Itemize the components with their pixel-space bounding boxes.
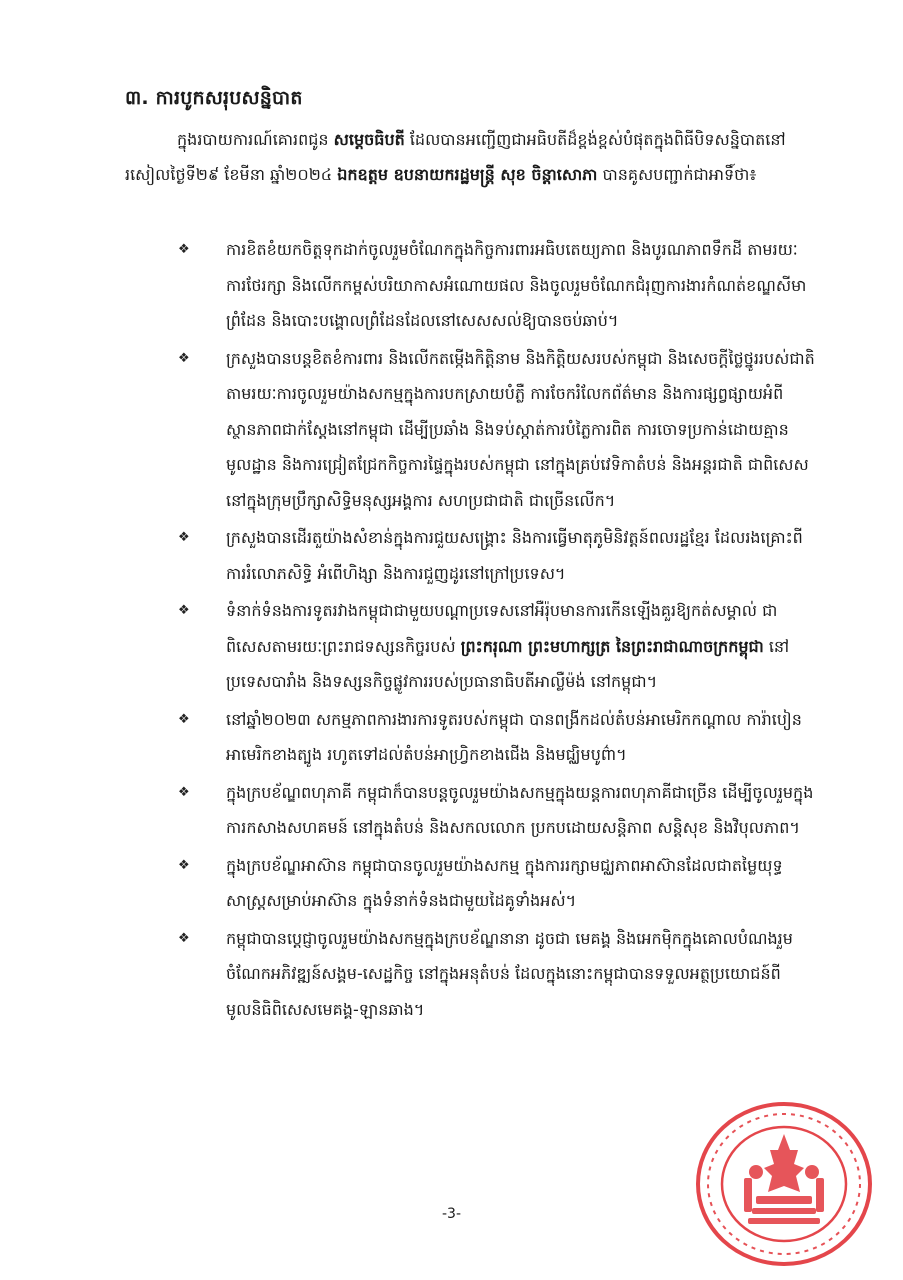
- intro-text-3: បានគូសបញ្ជាក់ជាអាទិ៍ថា៖: [597, 165, 757, 184]
- diamond-bullet-icon: ❖: [178, 242, 190, 257]
- intro-paragraph: [125, 122, 815, 192]
- bullet-item: [178, 593, 818, 700]
- bullet-text: ក្នុងក្របខ័ណ្ឌពហុភាគី កម្ពុជាក៏បានបន្តចូលរួមយ៉ាងសកម្មក្នុងយន្តការពហុភាគីជាច្រើន ដើម្បីចូលរួមក្នុងការកសាងសហគមន៍ នៅក្នុងតំបន់ និងសកលលោក ប្រកបដោយសន្តិភាព សន្តិសុខ និងវិបុលភាព។: [226, 782, 814, 837]
- diamond-bullet-icon: ❖: [178, 784, 190, 800]
- bullet-item: [178, 702, 818, 773]
- intro-text-1: ក្នុងរបាយការណ៍គោរពជូន: [177, 130, 334, 149]
- bullet-item: [178, 775, 818, 846]
- bullet-text: ក្រសួងបានដើរតួយ៉ាងសំខាន់ក្នុងការជួយសង្គ្រោះ និងការធ្វើមាតុភូមិនិវត្តន៍ពលរដ្ឋខ្មែរ ដែលរងគ្រោះពីការរំលោភសិទ្ធិ អំពើហិង្សា និងការជួញដូរនៅក្រៅប្រទេស។: [226, 528, 803, 583]
- bullet-text: ការខិតខំយកចិត្តទុកដាក់ចូលរួមចំណែកក្នុងកិច្ចការពារអធិបតេយ្យភាព និងបូរណភាពទឹកដី តាមរយៈការថែរក្សា និងលើកកម្ពស់បរិយាកាសអំណោយផល និងចូលរួមចំណែកជំរុញការងារកំណត់ខណ្ឌសីមាព្រំដែន និងបោះបង្គោលព្រំដែនដែលនៅសេសសល់ឱ្យបានចប់ឆាប់។: [226, 240, 807, 330]
- bullet-item: [178, 520, 818, 591]
- bullet-item: [178, 232, 818, 339]
- diamond-bullet-icon: ❖: [178, 857, 190, 873]
- page-number: -3-: [441, 1206, 461, 1222]
- diamond-bullet-icon: ❖: [178, 711, 190, 727]
- intro-bold-2: ឯកឧត្តម ឧបនាយករដ្ឋមន្ត្រី សុខ ចិន្តាសោភា: [337, 165, 598, 184]
- intro-bold-1: សម្តេចធិបតី: [333, 130, 405, 149]
- bullet-list: [178, 232, 818, 1029]
- bullet-text: ទំនាក់ទំនងការទូតរវាងកម្ពុជាជាមួយបណ្តាប្រទេសនៅអឺរ៉ុបមានការកើនឡើងគួរឱ្យកត់សម្គាល់ ជាពិសេសតាមរយៈព្រះរាជទស្សនកិច្ចរបស់: [226, 601, 778, 656]
- bullet-bold-text: ព្រះករុណា ព្រះមហាក្សត្រ នៃព្រះរាជាណាចក្រកម្ពុជា: [460, 636, 764, 656]
- bullet-text: ក្រសួងបានបន្តខិតខំការពារ និងលើកតម្កើងកិត្តិនាម និងកិត្តិយសរបស់កម្ពុជា និងសេចក្តីថ្លៃថ្នូររបស់ជាតិ តាមរយៈការចូលរួមយ៉ាងសកម្មក្នុងការបកស្រាយបំភ្លឺ ការចែករំលែកព័ត៌មាន និងការផ្សព្វផ្សាយអំពីស្ថានភាពជាក់ស្តែងនៅកម្ពុជា ដើម្បីប្រឆាំង និងទប់ស្កាត់ការបំភ្លៃការពិត ការចោទប្រកាន់ដោយគ្មានមូលដ្ឋាន និងការជ្រៀតជ្រែកកិច្ចការផ្ទៃក្នុងរបស់កម្ពុជា នៅក្នុងគ្រប់វេទិកាតំបន់ និងអន្តរជាតិ ជាពិសេសនៅក្នុងក្រុមប្រឹក្សាសិទ្ធិមនុស្សអង្គការ សហប្រជាជាតិ ជាច្រើនលើក។: [226, 348, 815, 510]
- bullet-text: កម្ពុជាបានប្តេជ្ញាចូលរួមយ៉ាងសកម្មក្នុងក្របខ័ណ្ឌនានា ដូចជា មេគង្គ និងអេកម៉ិកក្នុងគោលបំណងរួមចំណែកអភិវឌ្ឍន៍សង្គម-សេដ្ឋកិច្ច នៅក្នុងអនុតំបន់ ដែលក្នុងនោះកម្ពុជាបានទទួលអត្ថប្រយោជន៍ពីមូលនិធិពិសេសមេគង្គ-ឡានឆាង។: [226, 928, 793, 1019]
- bullet-text: នៅឆ្នាំ២០២៣ សកម្មភាពការងារការទូតរបស់កម្ពុជា បានពង្រីកដល់តំបន់អាមេរិកកណ្តាល ការ៉ាបៀន អាមេរិកខាងត្បូង រហូតទៅដល់តំបន់អាហ្វ្រិកខាងជើង និងមជ្ឈិមបូព៌ា។: [226, 709, 802, 764]
- diamond-bullet-icon: ❖: [178, 930, 190, 946]
- bullet-text: ក្នុងក្របខ័ណ្ឌអាស៊ាន កម្ពុជាបានចូលរួមយ៉ាងសកម្ម ក្នុងការរក្សាមជ្ឈភាពអាស៊ានដែលជាតម្លៃយុទ្ធសាស្ត្រសម្រាប់អាស៊ាន ក្នុងទំនាក់ទំនងជាមួយដៃគូទាំងអស់។: [226, 855, 783, 910]
- intro-text-2: ដែលបានអញ្ជើញជាអធិបតីដ៏ខ្ពង់ខ្ពស់បំផុតក្នុងពិធីបិទសន្និបាតនៅរសៀលថ្ងៃទី២៩ ខែមីនា ឆ្នាំ២០២៤: [125, 130, 786, 184]
- diamond-bullet-icon: ❖: [178, 603, 190, 618]
- bullet-item: [178, 848, 818, 919]
- bullet-text-cont: នៅប្រទេសបារាំង និងទស្សនកិច្ចផ្លូវការរបស់ប្រធានាធិបតីអាល្លឺម៉ង់ នៅកម្ពុជា។: [226, 636, 790, 691]
- diamond-bullet-icon: ❖: [178, 530, 190, 545]
- official-seal-icon: [686, 1092, 876, 1267]
- section-heading: ៣. ការបូកសរុបសន្និបាត: [125, 87, 303, 109]
- bullet-item: [178, 921, 818, 1028]
- bullet-item: [178, 341, 818, 519]
- diamond-bullet-icon: ❖: [178, 350, 190, 366]
